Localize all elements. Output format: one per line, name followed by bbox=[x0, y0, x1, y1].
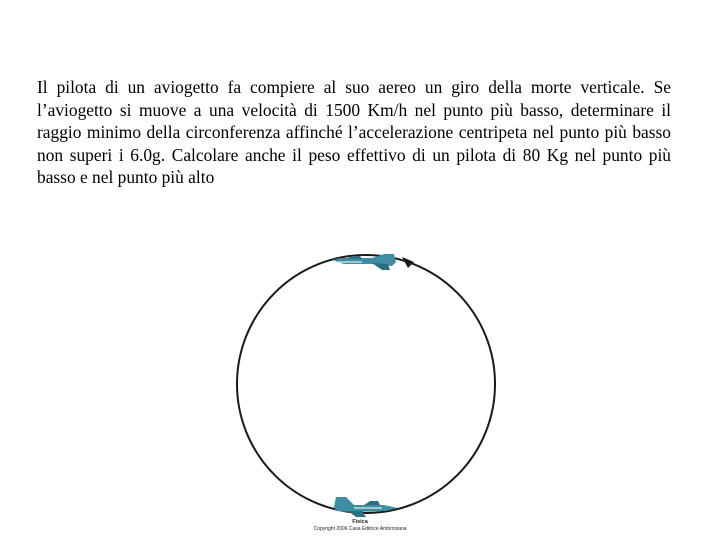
loop-circle bbox=[237, 255, 495, 513]
arrow-icon bbox=[402, 257, 414, 268]
figure-copyright: Copyright 2006 Casa Editrice Ambrosiana bbox=[313, 526, 407, 532]
problem-text: Il pilota di un aviogetto fa compiere al suo aereo un giro della morte verticale. Se l’aviogetto si muove a una velocità di 1500 Km/h nel punto più basso, determinare il raggio minimo della circonferenza affinché l’accelerazione centripeta nel punto più basso non superi i 6.0g. Calcolare anche il peso effettivo di un pilota di 80 Kg nel punto più basso e nel punto più alto bbox=[37, 77, 671, 188]
figure-label: Fisica bbox=[352, 519, 368, 525]
